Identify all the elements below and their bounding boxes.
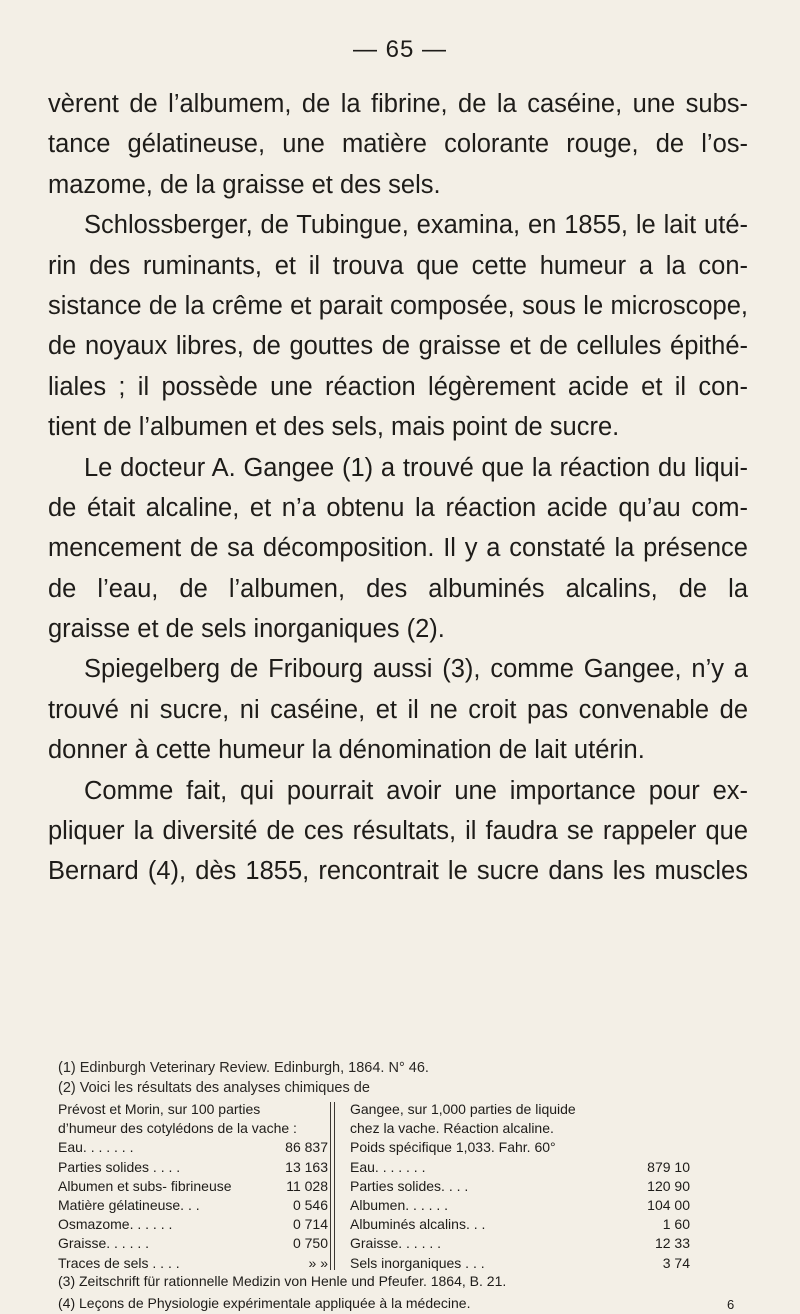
main-text bbox=[48, 84, 748, 892]
text-line: mencement de sa décomposition. Il y a constaté la présence bbox=[48, 534, 748, 563]
table-row bbox=[58, 1177, 328, 1196]
row-label: Osmazome. . . . . . bbox=[58, 1216, 173, 1233]
page-number: — 65 — bbox=[352, 36, 448, 63]
row-value: 11 028 bbox=[286, 1177, 328, 1194]
row-value: 1 60 bbox=[662, 1216, 690, 1233]
table-row bbox=[350, 1215, 690, 1234]
text-line: de l’eau, de l’albumen, des albuminés alcalins, de la bbox=[48, 574, 748, 603]
row-value: 86 837 bbox=[285, 1139, 328, 1156]
table-header: d’humeur des cotylédons de la vache : bbox=[58, 1120, 297, 1137]
table-header: Poids spécifique 1,033. Fahr. 60° bbox=[350, 1139, 556, 1156]
row-value: 120 90 bbox=[647, 1177, 690, 1194]
text-line: tient de l’albumen et des sels, mais point de sucre. bbox=[48, 413, 620, 442]
row-label: Sels inorganiques . . . bbox=[350, 1254, 485, 1271]
text-line: pliquer la diversité de ces résultats, il faudra se rappeler que bbox=[48, 817, 748, 846]
footnote-block bbox=[48, 1058, 748, 1098]
table-row bbox=[350, 1177, 690, 1196]
text-line: vèrent de l’albumem, de la fibrine, de la caséine, une subs- bbox=[48, 90, 748, 118]
footnote-2: (2) Voici les résultats des analyses chimiques de bbox=[58, 1080, 370, 1096]
text-line: Schlossberger, de Tubingue, examina, en 1855, le lait uté- bbox=[84, 211, 748, 240]
row-label: Parties solides. . . . bbox=[350, 1177, 469, 1194]
table-row bbox=[58, 1138, 328, 1157]
text-line: mazome, de la graisse et des sels. bbox=[48, 170, 441, 199]
table-row bbox=[350, 1234, 690, 1253]
double-rule-divider bbox=[330, 1102, 335, 1270]
table-row bbox=[58, 1196, 328, 1215]
text-line: graisse et de sels inorganiques (2). bbox=[48, 615, 445, 644]
text-line: de était alcaline, et n’a obtenu la réaction acide qu’au com- bbox=[48, 493, 748, 522]
row-label: Albuminés alcalins. . . bbox=[350, 1216, 486, 1233]
row-label: Albumen et subs- fibrineuse bbox=[58, 1177, 232, 1194]
row-label: Graisse. . . . . . bbox=[350, 1235, 442, 1252]
text-line: tance gélatineuse, une matière colorante rouge, de l’os- bbox=[48, 130, 748, 159]
text-line: donner à cette humeur la dénomination de lait utérin. bbox=[48, 736, 645, 765]
row-value: 104 00 bbox=[647, 1197, 690, 1214]
row-label: Matière gélatineuse. . . bbox=[58, 1197, 200, 1214]
table-header: chez la vache. Réaction alcaline. bbox=[350, 1120, 554, 1137]
row-value: 13 163 bbox=[285, 1158, 328, 1175]
text-line: Comme fait, qui pourrait avoir une importance pour ex- bbox=[84, 776, 748, 805]
table-row bbox=[58, 1158, 328, 1177]
row-label: Albumen. . . . . . bbox=[350, 1197, 449, 1214]
row-label: Parties solides . . . . bbox=[58, 1158, 181, 1175]
text-line: rin des ruminants, et il trouva que cette humeur a la con- bbox=[48, 251, 748, 280]
row-label: Eau. . . . . . . bbox=[58, 1139, 134, 1156]
text-line: de noyaux libres, de gouttes de graisse et de cellules épithé- bbox=[48, 332, 748, 361]
row-value: 12 33 bbox=[654, 1235, 690, 1252]
text-line: Le docteur A. Gangee (1) a trouvé que la réaction du liqui- bbox=[84, 453, 748, 482]
table-header: Prévost et Morin, sur 100 parties bbox=[58, 1101, 261, 1117]
table-row bbox=[350, 1158, 690, 1177]
prevost-morin-table bbox=[58, 1100, 328, 1273]
footnote-1: (1) Edinburgh Veterinary Review. Edinburgh, 1864. N° 46. bbox=[58, 1060, 429, 1076]
text-line: Bernard (4), dès 1855, rencontrait le sucre dans les muscles bbox=[48, 857, 748, 886]
row-label: Graisse. . . . . . bbox=[58, 1235, 150, 1252]
footnote-3: (3) Zeitschrift für rationnelle Medizin von Henle und Pfeufer. 1864, B. 21. bbox=[58, 1273, 507, 1289]
row-value: 0 750 bbox=[292, 1235, 328, 1252]
table-row bbox=[350, 1196, 690, 1215]
footnote-4: (4) Leçons de Physiologie expérimentale appliquée à la médecine. bbox=[58, 1295, 471, 1311]
text-line: sistance de la crême et parait composée, sous le microscope, bbox=[48, 291, 748, 320]
footnotes-bottom bbox=[58, 1270, 758, 1314]
text-line: Spiegelberg de Fribourg aussi (3), comme Gangee, n’y a bbox=[84, 655, 748, 684]
row-value: 3 74 bbox=[662, 1254, 690, 1271]
text-line: liales ; il possède une réaction légèrement acide et il con- bbox=[48, 372, 748, 401]
signature-mark: 6 bbox=[727, 1297, 735, 1312]
row-value: 879 10 bbox=[647, 1158, 690, 1175]
gangee-table bbox=[350, 1100, 690, 1273]
row-label: Traces de sels . . . . bbox=[58, 1254, 180, 1271]
text-line: trouvé ni sucre, ni caséine, et il ne croit pas convenable de bbox=[48, 695, 748, 724]
row-value: 0 714 bbox=[292, 1216, 328, 1233]
table-row bbox=[58, 1234, 328, 1253]
table-row bbox=[58, 1215, 328, 1234]
row-value: » » bbox=[308, 1254, 328, 1271]
row-value: 0 546 bbox=[292, 1197, 328, 1214]
table-header: Gangee, sur 1,000 parties de liquide bbox=[350, 1101, 576, 1117]
row-label: Eau. . . . . . . bbox=[350, 1158, 426, 1175]
